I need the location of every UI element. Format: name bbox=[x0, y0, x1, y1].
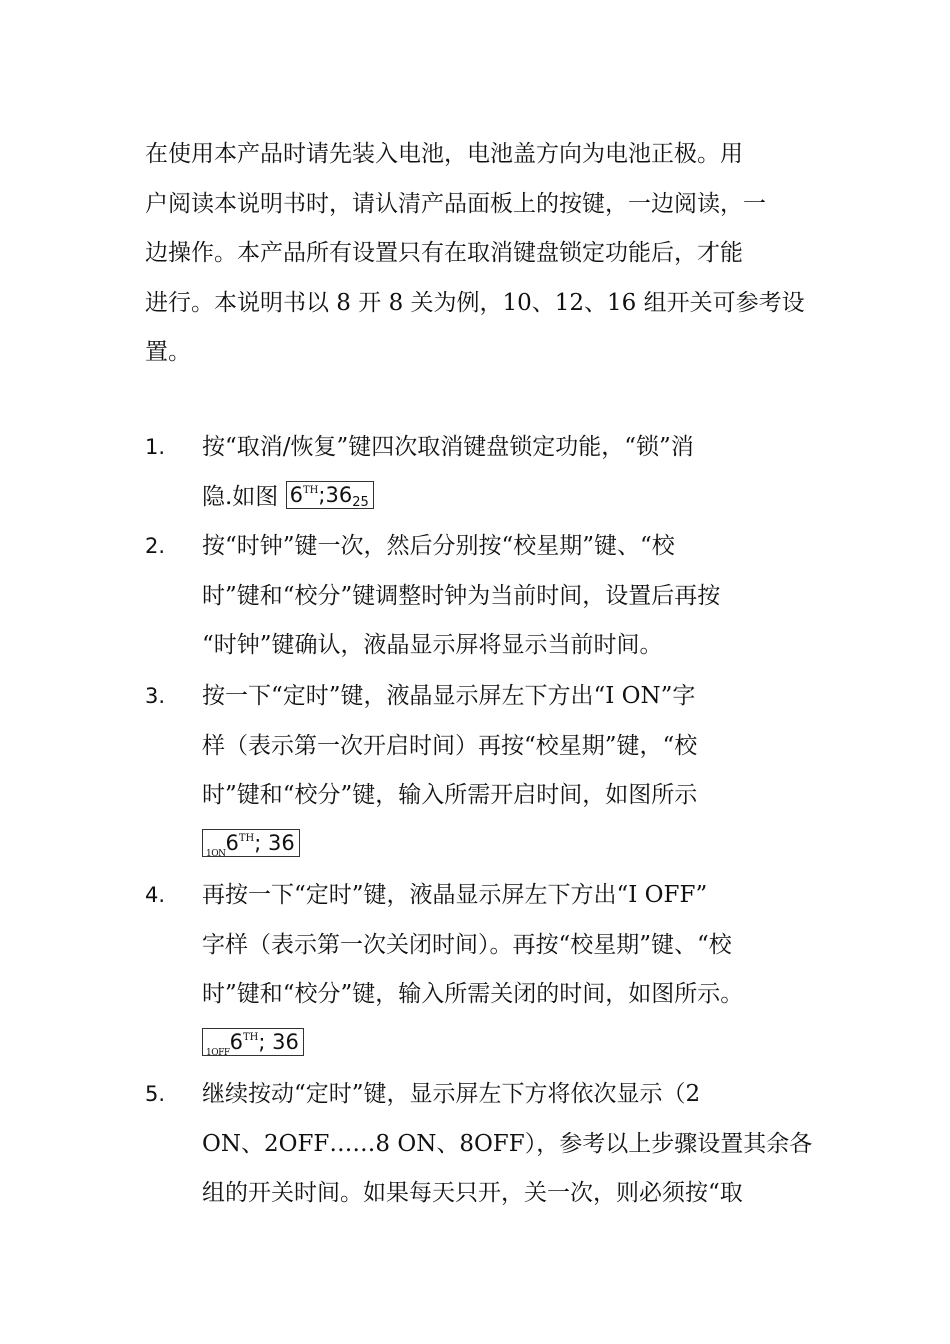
lcd-timer-label: 1ON bbox=[206, 848, 226, 859]
lcd-day: 6 bbox=[225, 830, 239, 855]
intro-line: 进行。本说明书以 8 开 8 关为例，10、12、16 组开关可参考设 bbox=[145, 289, 805, 316]
step-line: 组的开关时间。如果每天只开，关一次，则必须按“取 bbox=[202, 1180, 743, 1206]
step-line bbox=[202, 473, 842, 523]
step-body bbox=[202, 522, 842, 671]
step-body bbox=[202, 672, 842, 870]
step-line: 字样（表示第一次关闭时间）。再按“校星期”键、“校 bbox=[202, 931, 732, 958]
step-number: 2. bbox=[145, 534, 166, 558]
step-line bbox=[202, 1020, 842, 1070]
lcd-timer-label: 1OFF bbox=[206, 1047, 230, 1058]
step-body bbox=[202, 871, 842, 1069]
lcd-display-figure bbox=[202, 1028, 304, 1056]
lcd-time: ;36 bbox=[318, 482, 353, 507]
lcd-display-figure bbox=[286, 481, 374, 509]
step-line: 按一下“定时”键，液晶显示屏左下方出“I ON”字 bbox=[202, 683, 696, 709]
step-line bbox=[202, 821, 842, 871]
lcd-day-suffix: TH bbox=[238, 832, 255, 844]
lcd-day: 6 bbox=[229, 1029, 243, 1054]
step-line: 按“时钟”键一次，然后分别按“校星期”键、“校 bbox=[202, 533, 675, 559]
step-number: 1. bbox=[145, 435, 166, 459]
step-body bbox=[202, 423, 842, 522]
intro-paragraph bbox=[145, 130, 815, 378]
step-line: 按“取消/恢复”键四次取消键盘锁定功能，“锁”消 bbox=[202, 434, 694, 460]
intro-line: 在使用本产品时请先装入电池，电池盖方向为电池正极。用 bbox=[145, 141, 743, 167]
lcd-time: ; 36 bbox=[254, 830, 295, 855]
step-line-text: 隐.如图 bbox=[202, 483, 286, 510]
step-line: 时”键和“校分”键，输入所需关闭的时间，如图所示。 bbox=[202, 981, 744, 1007]
step-line: 时”键和“校分”键，输入所需开启时间，如图所示 bbox=[202, 782, 698, 808]
step-line: 继续按动“定时”键，显示屏左下方将依次显示（2 bbox=[202, 1081, 701, 1107]
step-line: ON、2OFF……8 ON、8OFF），参考以上步骤设置其余各 bbox=[202, 1130, 813, 1157]
intro-line: 置。 bbox=[145, 339, 191, 365]
lcd-time: ; 36 bbox=[258, 1029, 299, 1054]
step-line: “时钟”键确认，液晶显示屏将显示当前时间。 bbox=[202, 632, 663, 658]
lcd-day-suffix: TH bbox=[303, 484, 319, 496]
intro-line: 边操作。本产品所有设置只有在取消键盘锁定功能后，才能 bbox=[145, 240, 743, 266]
lcd-day-suffix: TH bbox=[242, 1031, 259, 1043]
step-line: 时”键和“校分”键调整时钟为当前时间，设置后再按 bbox=[202, 582, 721, 609]
step-line: 再按一下“定时”键，液晶显示屏左下方出“I OFF” bbox=[202, 882, 708, 908]
intro-line: 户阅读本说明书时，请认清产品面板上的按键，一边阅读，一 bbox=[145, 190, 766, 217]
step-body bbox=[202, 1070, 842, 1219]
lcd-display-figure bbox=[202, 829, 300, 857]
step-number: 4. bbox=[145, 883, 166, 907]
step-number: 5. bbox=[145, 1082, 166, 1106]
lcd-seconds: 25 bbox=[352, 494, 369, 510]
lcd-day: 6 bbox=[289, 482, 303, 507]
step-line: 样（表示第一次开启时间）再按“校星期”键，“校 bbox=[202, 732, 698, 759]
step-number: 3. bbox=[145, 684, 166, 708]
